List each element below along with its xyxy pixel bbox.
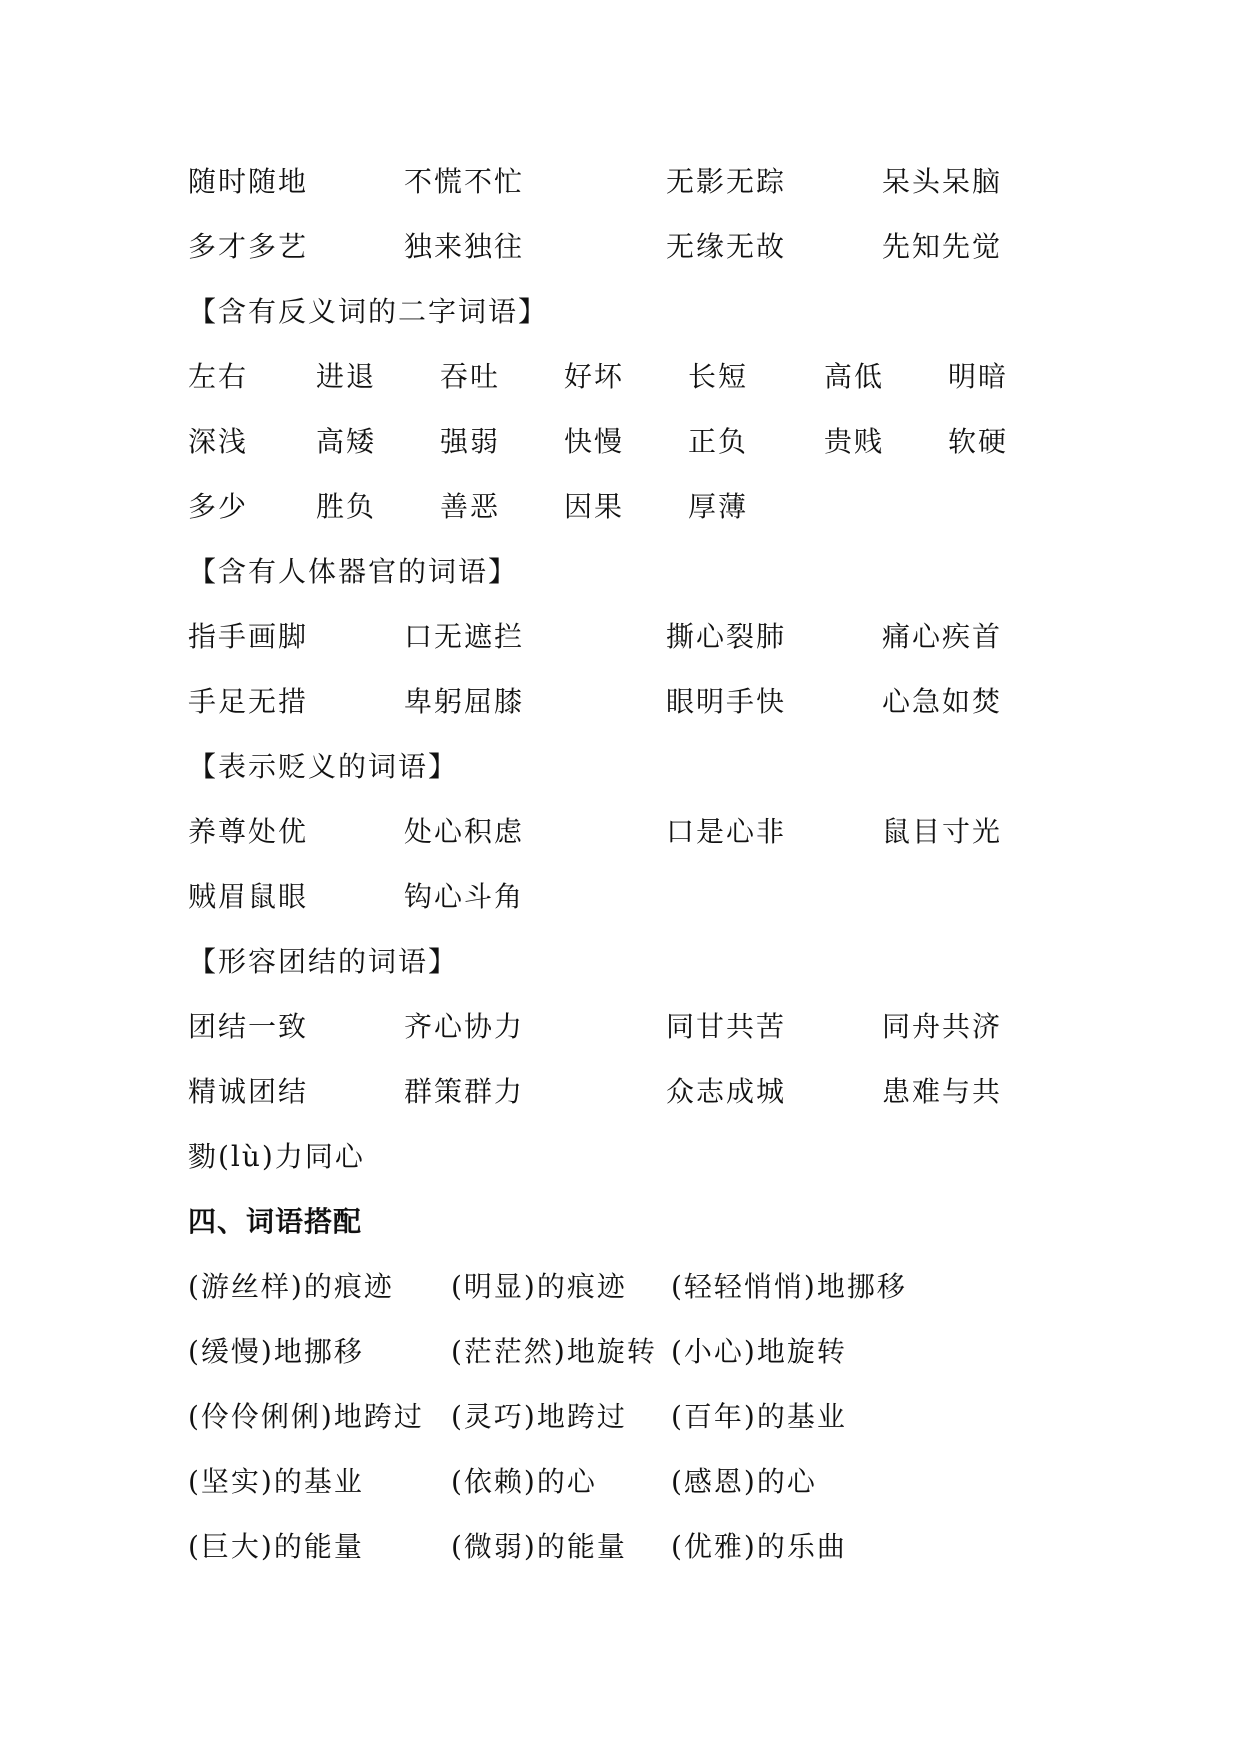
unity-row xyxy=(188,1060,1088,1125)
antonym-word: 吞吐 xyxy=(440,360,501,393)
idiom-word: 痛心疾首 xyxy=(882,620,1003,653)
derogatory-heading-row xyxy=(188,735,1088,800)
collocation: (坚实)的基业 xyxy=(188,1465,364,1498)
idiom-word: 无缘无故 xyxy=(666,230,787,263)
idiom-word: 口无遮拦 xyxy=(404,620,525,653)
antonym-word: 因果 xyxy=(564,490,625,523)
collocation: (缓慢)地挪移 xyxy=(188,1335,364,1368)
body-parts-row xyxy=(188,605,1088,670)
antonym-word: 多少 xyxy=(188,490,249,523)
idiom-word: 眼明手快 xyxy=(666,685,787,718)
collocation: (伶伶俐俐)地跨过 xyxy=(188,1400,424,1433)
antonym-row xyxy=(188,475,1088,540)
idiom-row xyxy=(188,215,1088,280)
idiom-row xyxy=(188,150,1088,215)
collocation-row xyxy=(188,1515,1088,1580)
idiom-word: 不慌不忙 xyxy=(404,165,525,198)
idiom-word: 养尊处优 xyxy=(188,815,309,848)
idiom-word: 无影无踪 xyxy=(666,165,787,198)
antonym-word: 软硬 xyxy=(948,425,1009,458)
collocation-row xyxy=(188,1255,1088,1320)
unity-heading-row xyxy=(188,930,1088,995)
antonym-word: 正负 xyxy=(688,425,749,458)
idiom-word: 口是心非 xyxy=(666,815,787,848)
idiom-word: 众志成城 xyxy=(666,1075,787,1108)
antonym-word: 强弱 xyxy=(440,425,501,458)
collocation: (明显)的痕迹 xyxy=(451,1270,627,1303)
idiom-word: 卑躬屈膝 xyxy=(404,685,525,718)
antonyms-heading: 【含有反义词的二字词语】 xyxy=(188,295,549,328)
collocation: (百年)的基业 xyxy=(671,1400,847,1433)
idiom-word: 多才多艺 xyxy=(188,230,309,263)
unity-row xyxy=(188,995,1088,1060)
document-page xyxy=(188,150,1088,1580)
collocation-row xyxy=(188,1320,1088,1385)
collocation: (灵巧)地跨过 xyxy=(451,1400,627,1433)
antonym-word: 深浅 xyxy=(188,425,249,458)
collocation: (轻轻悄悄)地挪移 xyxy=(671,1270,907,1303)
section-4-title-row xyxy=(188,1190,1088,1255)
idiom-word: 撕心裂肺 xyxy=(666,620,787,653)
unity-heading: 【形容团结的词语】 xyxy=(188,945,459,978)
collocation: (感恩)的心 xyxy=(671,1465,817,1498)
idiom-word: 手足无措 xyxy=(188,685,309,718)
antonym-word: 厚薄 xyxy=(688,490,749,523)
body-parts-heading: 【含有人体器官的词语】 xyxy=(188,555,519,588)
antonym-word: 高矮 xyxy=(316,425,377,458)
idiom-word: 独来独往 xyxy=(404,230,525,263)
collocation: (巨大)的能量 xyxy=(188,1530,364,1563)
antonym-word: 左右 xyxy=(188,360,249,393)
collocation-row xyxy=(188,1450,1088,1515)
idiom-word: 钩心斗角 xyxy=(404,880,525,913)
collocation: (游丝样)的痕迹 xyxy=(188,1270,394,1303)
idiom-word: 勠(lù)力同心 xyxy=(188,1140,365,1173)
collocation: (依赖)的心 xyxy=(451,1465,597,1498)
antonym-word: 贵贱 xyxy=(824,425,885,458)
antonym-word: 明暗 xyxy=(948,360,1009,393)
idiom-word: 心急如焚 xyxy=(882,685,1003,718)
idiom-word: 患难与共 xyxy=(882,1075,1003,1108)
idiom-word: 鼠目寸光 xyxy=(882,815,1003,848)
idiom-word: 同甘共苦 xyxy=(666,1010,787,1043)
idiom-word: 指手画脚 xyxy=(188,620,309,653)
idiom-word: 团结一致 xyxy=(188,1010,309,1043)
idiom-word: 齐心协力 xyxy=(404,1010,525,1043)
antonym-row xyxy=(188,345,1088,410)
antonym-word: 快慢 xyxy=(564,425,625,458)
antonyms-heading-row xyxy=(188,280,1088,345)
body-parts-row xyxy=(188,670,1088,735)
idiom-word: 同舟共济 xyxy=(882,1010,1003,1043)
section-4-title: 四、词语搭配 xyxy=(188,1205,363,1238)
collocation-row xyxy=(188,1385,1088,1450)
collocation: (优雅)的乐曲 xyxy=(671,1530,847,1563)
antonym-word: 高低 xyxy=(824,360,885,393)
derogatory-row xyxy=(188,865,1088,930)
derogatory-heading: 【表示贬义的词语】 xyxy=(188,750,459,783)
idiom-word: 贼眉鼠眼 xyxy=(188,880,309,913)
idiom-word: 处心积虑 xyxy=(404,815,525,848)
antonym-word: 好坏 xyxy=(564,360,625,393)
idiom-word: 随时随地 xyxy=(188,165,309,198)
antonym-word: 长短 xyxy=(688,360,749,393)
idiom-word: 精诚团结 xyxy=(188,1075,309,1108)
derogatory-row xyxy=(188,800,1088,865)
body-parts-heading-row xyxy=(188,540,1088,605)
antonym-row xyxy=(188,410,1088,475)
collocation: (小心)地旋转 xyxy=(671,1335,847,1368)
antonym-word: 胜负 xyxy=(316,490,377,523)
collocation: (微弱)的能量 xyxy=(451,1530,627,1563)
idiom-word: 群策群力 xyxy=(404,1075,525,1108)
antonym-word: 善恶 xyxy=(440,490,501,523)
collocation: (茫茫然)地旋转 xyxy=(451,1335,657,1368)
idiom-word: 先知先觉 xyxy=(882,230,1003,263)
unity-row xyxy=(188,1125,1088,1190)
idiom-word: 呆头呆脑 xyxy=(882,165,1003,198)
antonym-word: 进退 xyxy=(316,360,377,393)
